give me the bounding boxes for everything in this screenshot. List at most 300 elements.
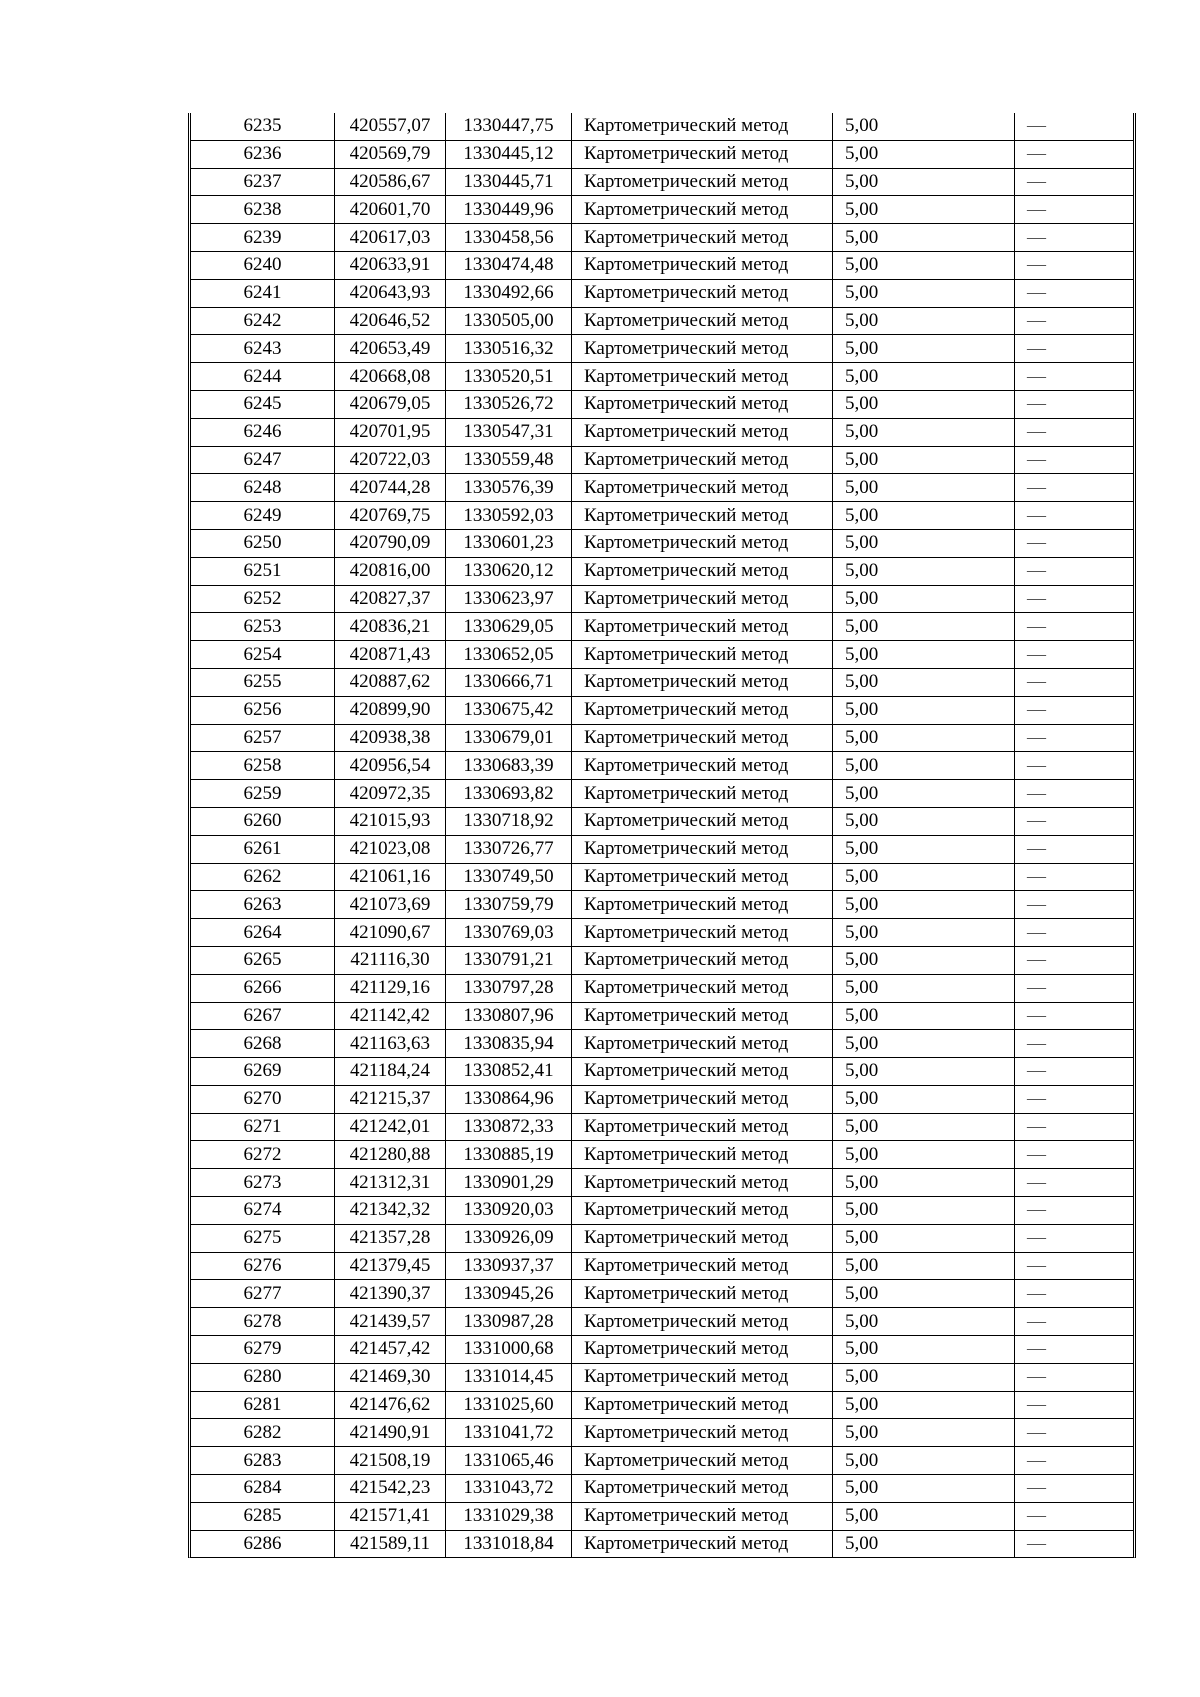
point-number-cell: 6272	[191, 1141, 335, 1169]
y-coordinate-cell: 1330679,01	[446, 724, 572, 752]
description-cell: —	[1015, 1252, 1134, 1280]
method-cell: Картометрический метод	[572, 613, 833, 641]
table-row	[191, 1002, 1133, 1030]
y-coordinate-cell: 1330474,48	[446, 251, 572, 279]
x-coordinate-cell: 421023,08	[335, 835, 446, 863]
y-coordinate-cell: 1330675,42	[446, 696, 572, 724]
point-number-cell: 6278	[191, 1308, 335, 1336]
point-number-cell: 6261	[191, 835, 335, 863]
accuracy-cell: 5,00	[833, 1085, 1015, 1113]
point-number-cell: 6279	[191, 1336, 335, 1364]
accuracy-cell: 5,00	[833, 502, 1015, 530]
x-coordinate-cell: 421242,01	[335, 1113, 446, 1141]
table-row	[191, 696, 1133, 724]
point-number-cell: 6260	[191, 807, 335, 835]
method-cell: Картометрический метод	[572, 1197, 833, 1225]
accuracy-cell: 5,00	[833, 140, 1015, 168]
y-coordinate-cell: 1330937,37	[446, 1252, 572, 1280]
accuracy-cell: 5,00	[833, 251, 1015, 279]
description-cell: —	[1015, 1502, 1134, 1530]
point-number-cell: 6267	[191, 1002, 335, 1030]
y-coordinate-cell: 1330920,03	[446, 1197, 572, 1225]
table-row	[191, 1419, 1133, 1447]
accuracy-cell: 5,00	[833, 307, 1015, 335]
y-coordinate-cell: 1330505,00	[446, 307, 572, 335]
y-coordinate-cell: 1330652,05	[446, 641, 572, 669]
point-number-cell: 6263	[191, 891, 335, 919]
coordinates-table-body	[191, 113, 1133, 1557]
point-number-cell: 6266	[191, 974, 335, 1002]
y-coordinate-cell: 1330559,48	[446, 446, 572, 474]
accuracy-cell: 5,00	[833, 919, 1015, 947]
table-row	[191, 279, 1133, 307]
point-number-cell: 6235	[243, 115, 282, 137]
x-coordinate-cell: 420601,70	[335, 196, 446, 224]
table-row	[191, 974, 1133, 1002]
point-number-cell: 6284	[191, 1475, 335, 1503]
point-number-cell: 6253	[191, 613, 335, 641]
accuracy-cell: 5,00	[833, 1530, 1015, 1557]
x-coordinate-cell: 421390,37	[335, 1280, 446, 1308]
x-coordinate-cell: 420679,05	[335, 390, 446, 418]
point-number-cell: 6245	[191, 390, 335, 418]
x-coordinate-cell: 420633,91	[335, 251, 446, 279]
accuracy-cell: 5,00	[833, 1447, 1015, 1475]
x-coordinate-cell: 420646,52	[335, 307, 446, 335]
point-number-cell: 6237	[191, 168, 335, 196]
description-cell: —	[1015, 613, 1134, 641]
method-cell: Картометрический метод	[572, 279, 833, 307]
point-number-cell: 6273	[191, 1169, 335, 1197]
x-coordinate-cell: 421280,88	[335, 1141, 446, 1169]
table-row	[191, 835, 1133, 863]
x-coordinate-cell: 421215,37	[335, 1085, 446, 1113]
point-number-cell: 6256	[191, 696, 335, 724]
method-cell: Картометрический метод	[572, 974, 833, 1002]
table-row	[191, 1113, 1133, 1141]
description-cell: —	[1015, 807, 1134, 835]
y-coordinate-cell: 1330726,77	[446, 835, 572, 863]
point-number-cell: 6271	[191, 1113, 335, 1141]
table-row	[191, 641, 1133, 669]
description-cell: —	[1015, 696, 1134, 724]
method-cell: Картометрический метод	[572, 1475, 833, 1503]
y-coordinate-cell: 1330623,97	[446, 585, 572, 613]
table-row	[191, 891, 1133, 919]
point-number-cell: 6275	[191, 1224, 335, 1252]
x-coordinate-cell: 421090,67	[335, 919, 446, 947]
accuracy-cell: 5,00	[833, 363, 1015, 391]
table-row	[191, 863, 1133, 891]
table-row	[191, 1391, 1133, 1419]
description-cell: —	[1015, 1475, 1134, 1503]
point-number-cell: 6268	[191, 1030, 335, 1058]
y-coordinate-cell: 1330864,96	[446, 1085, 572, 1113]
x-coordinate-cell: 421508,19	[335, 1447, 446, 1475]
description-cell: —	[1015, 335, 1134, 363]
method-cell: Картометрический метод	[572, 502, 833, 530]
y-coordinate-cell: 1330926,09	[446, 1224, 572, 1252]
point-number-cell: 6286	[191, 1530, 335, 1557]
x-coordinate-cell: 421379,45	[335, 1252, 446, 1280]
description-cell: —	[1015, 1030, 1134, 1058]
point-number-cell: 6238	[191, 196, 335, 224]
method-cell: Картометрический метод	[572, 1363, 833, 1391]
table-row	[191, 1308, 1133, 1336]
method-cell: Картометрический метод	[572, 1058, 833, 1086]
description-cell: —	[1015, 1085, 1134, 1113]
x-coordinate-cell: 421469,30	[335, 1363, 446, 1391]
accuracy-cell: 5,00	[833, 1197, 1015, 1225]
table-row	[191, 113, 1133, 140]
point-number-cell: 6262	[191, 863, 335, 891]
method-cell: Картометрический метод	[572, 390, 833, 418]
x-coordinate-cell: 421073,69	[335, 891, 446, 919]
y-coordinate-cell: 1330458,56	[446, 224, 572, 252]
x-coordinate-cell: 420744,28	[335, 474, 446, 502]
x-coordinate-cell: 420836,21	[335, 613, 446, 641]
table-row	[191, 1141, 1133, 1169]
table-row	[191, 1224, 1133, 1252]
table-row	[191, 752, 1133, 780]
table-row	[191, 168, 1133, 196]
table-row	[191, 1252, 1133, 1280]
y-coordinate-cell: 1330601,23	[446, 529, 572, 557]
table-row	[191, 307, 1133, 335]
accuracy-cell: 5,00	[833, 1141, 1015, 1169]
description-cell: —	[1015, 1419, 1134, 1447]
description-cell: —	[1015, 279, 1134, 307]
point-number-cell: 6248	[191, 474, 335, 502]
y-coordinate-cell: 1330547,31	[446, 418, 572, 446]
description-cell: —	[1015, 724, 1134, 752]
point-number-cell: 6257	[191, 724, 335, 752]
description-cell: —	[1015, 140, 1134, 168]
method-cell: Картометрический метод	[572, 1391, 833, 1419]
method-cell: Картометрический метод	[572, 1002, 833, 1030]
x-coordinate-cell: 420557,07	[335, 113, 446, 140]
accuracy-cell: 5,00	[833, 168, 1015, 196]
table-row	[191, 1085, 1133, 1113]
method-cell: Картометрический метод	[572, 1419, 833, 1447]
x-coordinate-cell: 420972,35	[335, 780, 446, 808]
y-coordinate-cell: 1330885,19	[446, 1141, 572, 1169]
accuracy-cell: 5,00	[833, 390, 1015, 418]
accuracy-cell: 5,00	[833, 1224, 1015, 1252]
accuracy-cell: 5,00	[833, 641, 1015, 669]
y-coordinate-cell: 1331000,68	[446, 1336, 572, 1364]
x-coordinate-cell: 421357,28	[335, 1224, 446, 1252]
y-coordinate-cell: 1330629,05	[446, 613, 572, 641]
y-coordinate-cell: 1330492,66	[446, 279, 572, 307]
table-row	[191, 1030, 1133, 1058]
x-coordinate-cell: 420938,38	[335, 724, 446, 752]
y-coordinate-cell: 1330852,41	[446, 1058, 572, 1086]
accuracy-cell: 5,00	[833, 780, 1015, 808]
accuracy-cell: 5,00	[833, 1308, 1015, 1336]
method-cell: Картометрический метод	[572, 196, 833, 224]
table-row	[191, 446, 1133, 474]
y-coordinate-cell: 1330945,26	[446, 1280, 572, 1308]
table-row	[191, 1502, 1133, 1530]
accuracy-cell: 5,00	[833, 668, 1015, 696]
y-coordinate-cell: 1330987,28	[446, 1308, 572, 1336]
accuracy-cell: 5,00	[833, 474, 1015, 502]
table-row	[191, 251, 1133, 279]
table-row	[191, 1280, 1133, 1308]
description-cell: —	[1015, 1336, 1134, 1364]
table-row	[191, 390, 1133, 418]
description-cell: —	[1015, 863, 1134, 891]
accuracy-cell: 5,00	[833, 946, 1015, 974]
accuracy-cell: 5,00	[833, 279, 1015, 307]
method-cell: Картометрический метод	[572, 335, 833, 363]
description-cell: —	[1015, 1280, 1134, 1308]
table-row	[191, 1197, 1133, 1225]
x-coordinate-cell: 421439,57	[335, 1308, 446, 1336]
method-cell: Картометрический метод	[572, 863, 833, 891]
table-row	[191, 668, 1133, 696]
point-number-cell: 6285	[191, 1502, 335, 1530]
table-row	[191, 474, 1133, 502]
x-coordinate-cell: 421457,42	[335, 1336, 446, 1364]
method-cell: Картометрический метод	[572, 251, 833, 279]
method-cell: Картометрический метод	[572, 1252, 833, 1280]
y-coordinate-cell: 1331014,45	[446, 1363, 572, 1391]
accuracy-cell: 5,00	[833, 224, 1015, 252]
table-row	[191, 363, 1133, 391]
x-coordinate-cell: 420827,37	[335, 585, 446, 613]
point-number-cell: 6281	[191, 1391, 335, 1419]
description-cell: —	[1015, 474, 1134, 502]
table-row	[191, 418, 1133, 446]
point-number-cell: 6270	[191, 1085, 335, 1113]
method-cell: Картометрический метод	[572, 224, 833, 252]
table-row	[191, 1336, 1133, 1364]
point-number-cell: 6247	[191, 446, 335, 474]
table-row	[191, 224, 1133, 252]
method-cell: Картометрический метод	[572, 919, 833, 947]
point-number-cell: 6236	[191, 140, 335, 168]
accuracy-cell: 5,00	[833, 1419, 1015, 1447]
x-coordinate-cell: 421061,16	[335, 863, 446, 891]
x-coordinate-cell: 420617,03	[335, 224, 446, 252]
y-coordinate-cell: 1330620,12	[446, 557, 572, 585]
x-coordinate-cell: 420871,43	[335, 641, 446, 669]
description-cell: —	[1015, 974, 1134, 1002]
x-coordinate-cell: 421342,32	[335, 1197, 446, 1225]
accuracy-cell: 5,00	[833, 724, 1015, 752]
point-number-cell: 6240	[191, 251, 335, 279]
x-coordinate-cell: 421184,24	[335, 1058, 446, 1086]
x-coordinate-cell: 421542,23	[335, 1475, 446, 1503]
y-coordinate-cell: 1330526,72	[446, 390, 572, 418]
y-coordinate-cell: 1330769,03	[446, 919, 572, 947]
description-cell: —	[1015, 224, 1134, 252]
description-cell: —	[1015, 418, 1134, 446]
table-row	[191, 807, 1133, 835]
description-cell: —	[1015, 307, 1134, 335]
point-number-cell: 6276	[191, 1252, 335, 1280]
description-cell: —	[1015, 363, 1134, 391]
y-coordinate-cell: 1331043,72	[446, 1475, 572, 1503]
accuracy-cell: 5,00	[833, 891, 1015, 919]
y-coordinate-cell: 1330447,75	[446, 113, 572, 140]
description-cell: —	[1015, 1391, 1134, 1419]
point-number-cell: 6243	[191, 335, 335, 363]
point-number-cell: 6269	[191, 1058, 335, 1086]
description-cell: —	[1015, 113, 1134, 140]
table-row	[191, 1447, 1133, 1475]
accuracy-cell: 5,00	[833, 1113, 1015, 1141]
accuracy-cell: 5,00	[833, 696, 1015, 724]
y-coordinate-cell: 1331025,60	[446, 1391, 572, 1419]
accuracy-cell: 5,00	[833, 974, 1015, 1002]
method-cell: Картометрический метод	[572, 835, 833, 863]
method-cell: Картометрический метод	[572, 1280, 833, 1308]
description-cell: —	[1015, 557, 1134, 585]
y-coordinate-cell: 1331018,84	[446, 1530, 572, 1557]
coordinates-table	[188, 113, 1136, 1558]
x-coordinate-cell: 420769,75	[335, 502, 446, 530]
accuracy-cell: 5,00	[833, 335, 1015, 363]
accuracy-cell: 5,00	[833, 863, 1015, 891]
y-coordinate-cell: 1330791,21	[446, 946, 572, 974]
x-coordinate-cell: 421142,42	[335, 1002, 446, 1030]
method-cell: Картометрический метод	[572, 474, 833, 502]
method-cell: Картометрический метод	[572, 168, 833, 196]
x-coordinate-cell: 420722,03	[335, 446, 446, 474]
point-number-cell: 6264	[191, 919, 335, 947]
table-row	[191, 529, 1133, 557]
description-cell: —	[1015, 529, 1134, 557]
point-number-cell: 6277	[191, 1280, 335, 1308]
x-coordinate-cell: 421015,93	[335, 807, 446, 835]
description-cell: —	[1015, 641, 1134, 669]
point-number-cell: 6258	[191, 752, 335, 780]
method-cell: Картометрический метод	[572, 307, 833, 335]
accuracy-cell: 5,00	[833, 1502, 1015, 1530]
point-number-cell: 6254	[191, 641, 335, 669]
y-coordinate-cell: 1330807,96	[446, 1002, 572, 1030]
description-cell: —	[1015, 168, 1134, 196]
accuracy-cell: 5,00	[833, 1363, 1015, 1391]
accuracy-cell: 5,00	[833, 1252, 1015, 1280]
table-row	[191, 196, 1133, 224]
y-coordinate-cell: 1330901,29	[446, 1169, 572, 1197]
y-coordinate-cell: 1330835,94	[446, 1030, 572, 1058]
y-coordinate-cell: 1330872,33	[446, 1113, 572, 1141]
x-coordinate-cell: 421312,31	[335, 1169, 446, 1197]
description-cell: —	[1015, 446, 1134, 474]
description-cell: —	[1015, 835, 1134, 863]
table-row	[191, 1058, 1133, 1086]
accuracy-cell: 5,00	[833, 557, 1015, 585]
point-number-cell: 6252	[191, 585, 335, 613]
accuracy-cell: 5,00	[833, 1391, 1015, 1419]
description-cell: —	[1015, 946, 1134, 974]
description-cell: —	[1015, 585, 1134, 613]
y-coordinate-cell: 1330797,28	[446, 974, 572, 1002]
accuracy-cell: 5,00	[833, 835, 1015, 863]
point-number-cell: 6241	[191, 279, 335, 307]
table-row	[191, 140, 1133, 168]
description-cell: —	[1015, 1113, 1134, 1141]
method-cell: Картометрический метод	[572, 363, 833, 391]
y-coordinate-cell: 1330576,39	[446, 474, 572, 502]
x-coordinate-cell: 420887,62	[335, 668, 446, 696]
method-cell: Картометрический метод	[572, 1308, 833, 1336]
accuracy-cell: 5,00	[833, 585, 1015, 613]
y-coordinate-cell: 1330683,39	[446, 752, 572, 780]
description-cell: —	[1015, 502, 1134, 530]
description-cell: —	[1015, 1530, 1134, 1557]
accuracy-cell: 5,00	[833, 529, 1015, 557]
point-number-cell: 6255	[191, 668, 335, 696]
method-cell: Картометрический метод	[572, 113, 833, 140]
point-number-cell: 6239	[191, 224, 335, 252]
method-cell: Картометрический метод	[572, 446, 833, 474]
method-cell: Картометрический метод	[572, 418, 833, 446]
table-row	[191, 780, 1133, 808]
description-cell: —	[1015, 891, 1134, 919]
description-cell: —	[1015, 1447, 1134, 1475]
description-cell: —	[1015, 752, 1134, 780]
method-cell: Картометрический метод	[572, 1447, 833, 1475]
description-cell: —	[1015, 668, 1134, 696]
method-cell: Картометрический метод	[572, 696, 833, 724]
accuracy-cell: 5,00	[833, 1336, 1015, 1364]
point-number-cell: 6242	[191, 307, 335, 335]
method-cell: Картометрический метод	[572, 780, 833, 808]
table-row	[191, 613, 1133, 641]
y-coordinate-cell: 1330445,71	[446, 168, 572, 196]
table-row	[191, 557, 1133, 585]
method-cell: Картометрический метод	[572, 529, 833, 557]
description-cell: —	[1015, 1197, 1134, 1225]
x-coordinate-cell: 420956,54	[335, 752, 446, 780]
accuracy-cell: 5,00	[833, 807, 1015, 835]
description-cell: —	[1015, 196, 1134, 224]
x-coordinate-cell: 420668,08	[335, 363, 446, 391]
method-cell: Картометрический метод	[572, 140, 833, 168]
x-coordinate-cell: 421490,91	[335, 1419, 446, 1447]
description-cell: —	[1015, 1058, 1134, 1086]
accuracy-cell: 5,00	[833, 446, 1015, 474]
method-cell: Картометрический метод	[572, 1113, 833, 1141]
method-cell: Картометрический метод	[572, 1141, 833, 1169]
y-coordinate-cell: 1330445,12	[446, 140, 572, 168]
x-coordinate-cell: 420899,90	[335, 696, 446, 724]
point-number-cell: 6274	[191, 1197, 335, 1225]
method-cell: Картометрический метод	[572, 807, 833, 835]
method-cell: Картометрический метод	[572, 752, 833, 780]
accuracy-cell: 5,00	[833, 1475, 1015, 1503]
table-row	[191, 1475, 1133, 1503]
x-coordinate-cell: 420643,93	[335, 279, 446, 307]
table-row	[191, 946, 1133, 974]
description-cell: —	[1015, 390, 1134, 418]
x-coordinate-cell: 420586,67	[335, 168, 446, 196]
method-cell: Картометрический метод	[572, 1169, 833, 1197]
description-cell: —	[1015, 780, 1134, 808]
accuracy-cell: 5,00	[833, 1169, 1015, 1197]
accuracy-cell: 5,00	[833, 1058, 1015, 1086]
method-cell: Картометрический метод	[572, 946, 833, 974]
x-coordinate-cell: 421589,11	[335, 1530, 446, 1557]
method-cell: Картометрический метод	[572, 724, 833, 752]
y-coordinate-cell: 1331065,46	[446, 1447, 572, 1475]
